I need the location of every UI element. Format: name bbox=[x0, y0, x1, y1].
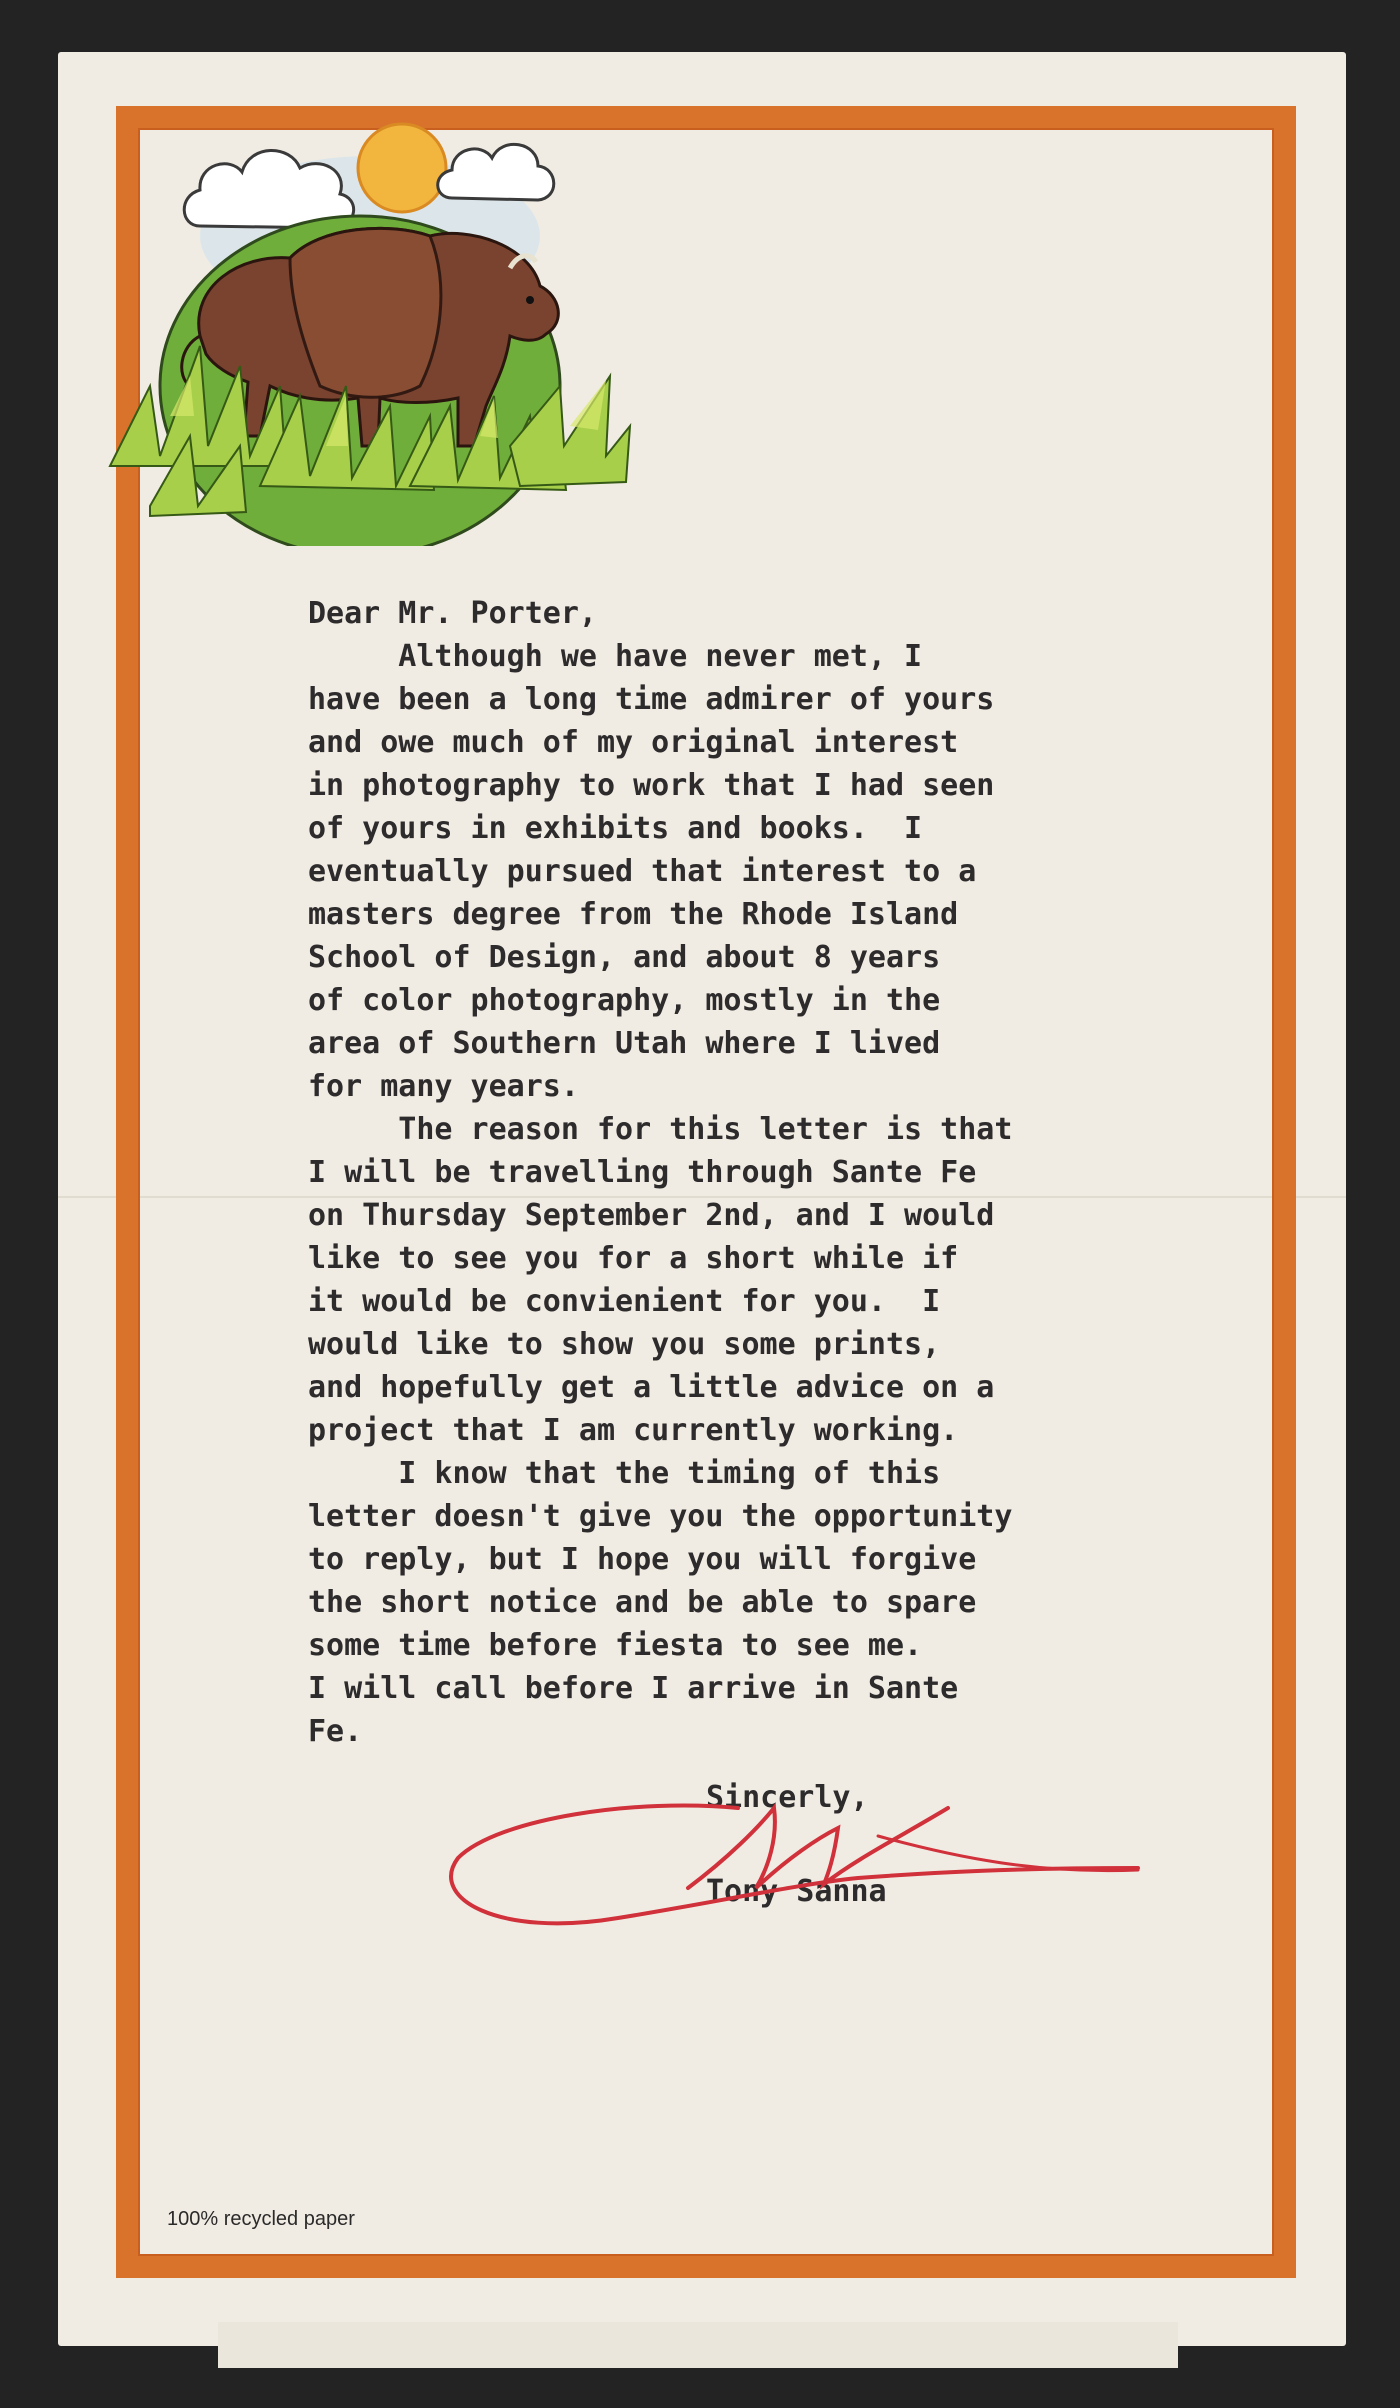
letter-line: some time before fiesta to see me. bbox=[308, 1628, 923, 1663]
letter-line: eventually pursued that interest to a bbox=[308, 854, 977, 889]
letter-line: School of Design, and about 8 years bbox=[308, 940, 941, 975]
letter-line: project that I am currently working. bbox=[308, 1413, 959, 1448]
letter-line: area of Southern Utah where I lived bbox=[308, 1026, 941, 1061]
letter-line: The reason for this letter is that bbox=[308, 1112, 1013, 1147]
letter-line: like to see you for a short while if bbox=[308, 1241, 959, 1276]
letter-body bbox=[308, 592, 1208, 1753]
recycled-paper-note: 100% recycled paper bbox=[167, 2208, 355, 2230]
bison-on-hill-icon bbox=[90, 86, 650, 546]
letter-line: would like to show you some prints, bbox=[308, 1327, 941, 1362]
letter-line: on Thursday September 2nd, and I would bbox=[308, 1198, 995, 1233]
letter-line: have been a long time admirer of yours bbox=[308, 682, 995, 717]
letter-line: the short notice and be able to spare bbox=[308, 1585, 977, 1620]
paper-tab bbox=[218, 2322, 1178, 2368]
signer-name: Tony Sanna bbox=[706, 1874, 887, 1909]
letter-line: and owe much of my original interest bbox=[308, 725, 959, 760]
letter-line: Although we have never met, I bbox=[308, 639, 923, 674]
letter-line: I know that the timing of this bbox=[308, 1456, 941, 1491]
letter-line: I will be travelling through Sante Fe bbox=[308, 1155, 977, 1190]
letter-line: of color photography, mostly in the bbox=[308, 983, 941, 1018]
letter-line: of yours in exhibits and books. I bbox=[308, 811, 923, 846]
letter-line: I will call before I arrive in Sante bbox=[308, 1671, 959, 1706]
letter-line: Fe. bbox=[308, 1714, 363, 1749]
letter-line: for many years. bbox=[308, 1069, 579, 1104]
letter-line: in photography to work that I had seen bbox=[308, 768, 995, 803]
handwritten-signature bbox=[438, 1788, 1158, 1928]
letter-line: it would be convienient for you. I bbox=[308, 1284, 941, 1319]
letter-line: letter doesn't give you the opportunity bbox=[308, 1499, 1013, 1534]
salutation: Dear Mr. Porter, bbox=[308, 596, 597, 631]
closing: Sincerly, bbox=[706, 1780, 869, 1815]
letter-line: and hopefully get a little advice on a bbox=[308, 1370, 995, 1405]
letter-line: masters degree from the Rhode Island bbox=[308, 897, 959, 932]
letter-line: to reply, but I hope you will forgive bbox=[308, 1542, 977, 1577]
